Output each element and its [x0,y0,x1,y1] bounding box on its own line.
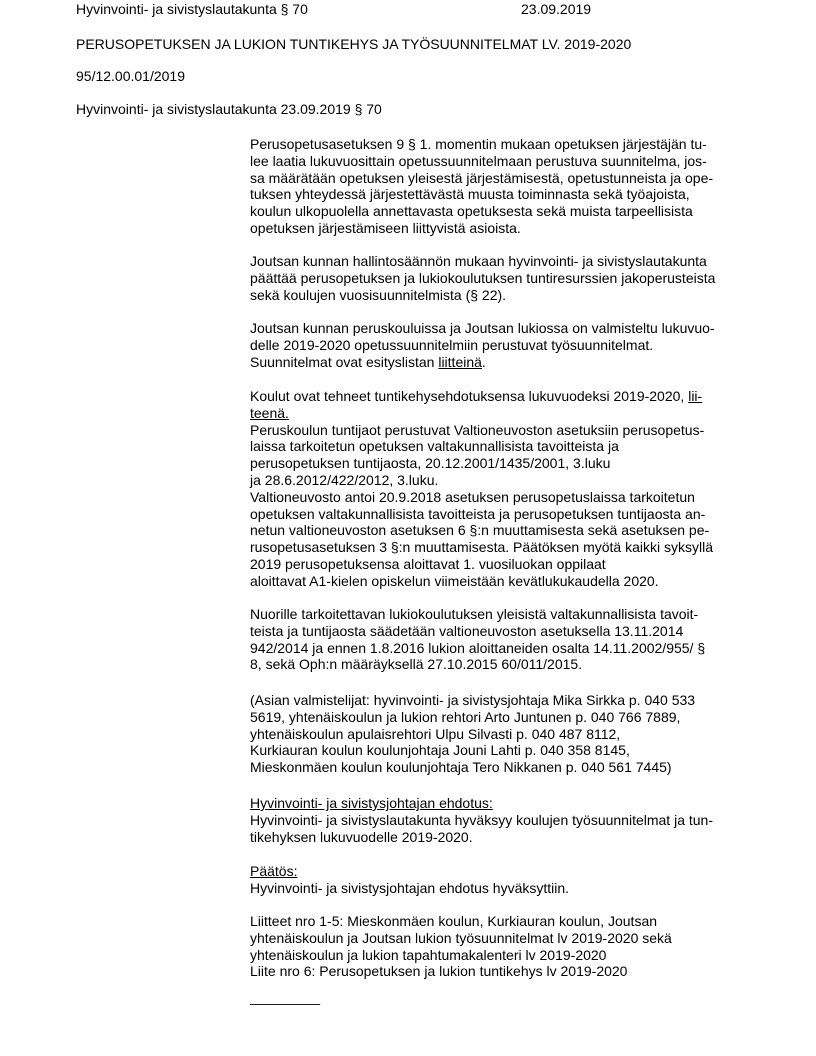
text-line [250,405,750,422]
text-line: 2019 perusopetuksensa aloittavat 1. vuosiluokan oppilaat [250,555,606,572]
decision-heading: Päätös: [250,863,298,879]
paragraph-work-plans [250,320,750,370]
text-line: Hyvinvointi- ja sivistysjohtajan ehdotus hyväksyttiin. [250,879,570,896]
meeting-reference: Hyvinvointi- ja sivistyslautakunta 23.09.2019 § 70 [76,101,382,117]
header-board-section: Hyvinvointi- ja sivistyslautakunta § 70 [76,1,308,17]
proposal-heading: Hyvinvointi- ja sivistysjohtajan ehdotus: [250,795,493,811]
text-segment: . [481,353,486,370]
text-line: perusopetuksen tuntijaosta, 20.12.2001/1435/2001, 3.luku [250,455,611,472]
text-line: yhtenäiskoulun apulaisrehtori Ulpu Silvasti p. 040 487 8112, [250,725,621,742]
paragraph-preparers [250,692,750,776]
text-line: sekä koulujen vuosisuunnitelmista (§ 22). [250,286,507,303]
text-segment: Suunnitelmat ovat esityslistan [250,353,439,370]
text-line: delle 2019-2020 opetussuunnitelmiin perustuvat työsuunnitelmat. [250,336,654,353]
text-line: teista ja tuntijaosta säädetään valtioneuvoston asetuksella 13.11.2014 [250,622,684,639]
text-line: Nuorille tarkoitettavan lukiokoulutuksen yleisistä valtakunnallisista tavoit- [250,606,699,622]
text-line: sa määrätään opetuksen yleisestä järjestämisestä, opetustunneista ja ope- [250,169,714,186]
text-line: Perusopetusasetuksen 9 § 1. momentin mukaan opetuksen järjestäjän tu- [250,136,707,152]
text-line: Peruskoulun tuntijaot perustuvat Valtioneuvoston asetuksiin perusopetus- [250,421,705,438]
text-line: tuksen yhteydessä järjestettävästä muusta toiminnasta sekä työajoista, [250,186,690,203]
text-line [250,388,750,405]
text-line: yhtenäiskoulun ja lukion tapahtumakalenteri lv 2019-2020 [250,946,607,963]
text-line: Kurkiauran koulun koulunjohtaja Jouni Lahti p. 040 358 8145, [250,742,630,759]
text-line: Joutsan kunnan peruskouluissa ja Joutsan lukiossa on valmisteltu lukuvuo- [250,320,715,336]
text-segment: Koulut ovat tehneet tuntikehysehdotuksensa lukuvuodeksi 2019-2020, [250,388,689,404]
text-line: rusopetusasetuksen 3 §:n muuttamisesta. Päätöksen myötä kaikki syksyllä [250,539,713,556]
text-line: Liite nro 6: Perusopetuksen ja lukion tuntikehys lv 2019-2020 [250,963,628,980]
paragraph-attachments [250,913,750,980]
text-line: opetuksen valtakunnallisista tavoitteista ja perusopetuksen tuntijaosta an- [250,505,706,522]
attachments-link[interactable]: liitteinä [438,353,482,370]
record-number: 95/12.00.01/2019 [76,68,185,84]
text-line: Hyvinvointi- ja sivistyslautakunta hyväksyy koulujen työsuunnitelmat ja tun- [250,811,713,828]
text-line: päättää perusopetuksen ja lukiokoulutuksen tuntiresurssien jakoperusteista [250,269,716,286]
text-line: opetuksen järjestämiseen liittyvistä asioista. [250,219,521,236]
text-line: (Asian valmistelijat: hyvinvointi- ja sivistysjohtaja Mika Sirkka p. 040 533 [250,692,696,708]
text-line: laissa tarkoitetun opetuksen valtakunnallisista tavoitteista ja [250,438,619,455]
text-line: Mieskonmäen koulun koulunjohtaja Tero Nikkanen p. 040 561 7445) [250,759,672,776]
paragraph-legal-basis [250,136,750,237]
text-line: ja 28.6.2012/422/2012, 3.luku. [250,471,439,488]
text-line: 5619, yhtenäiskoulun ja lukion rehtori Arto Juntunen p. 040 766 7889, [250,708,681,725]
paragraph-lesson-frames [250,388,750,590]
text-line: 8, sekä Oph:n määräyksellä 27.10.2015 60/011/2015. [250,656,583,673]
paragraph-decision [250,863,750,897]
attachment-link-start[interactable]: lii- [688,388,703,404]
text-line [250,354,750,371]
end-line: _________ [250,989,321,1005]
text-line: koulun ulkopuolella annettavasta opetuksesta sekä muista tarpeellisista [250,203,693,220]
text-line: yhtenäiskoulun ja Joutsan lukion työsuunnitelmat lv 2019-2020 sekä [250,929,672,946]
text-line: 942/2014 ja ennen 1.8.2016 lukion aloittaneiden osalta 14.11.2002/955/ § [250,639,706,656]
paragraph-proposal [250,795,750,845]
document-title: PERUSOPETUKSEN JA LUKION TUNTIKEHYS JA TYÖSUUNNITELMAT LV. 2019-2020 [76,36,632,52]
paragraph-administrative-rule [250,253,750,303]
text-line: netun valtioneuvoston asetuksen 6 §:n muuttamisesta sekä asetuksen pe- [250,522,710,539]
paragraph-upper-secondary [250,606,750,673]
text-line: tikehyksen lukuvuodelle 2019-2020. [250,828,473,845]
header-date: 23.09.2019 [521,1,592,17]
text-line: lee laatia lukuvuosittain opetussuunnitelmaan perustuva suunnitelma, jos- [250,152,707,169]
text-line: Liitteet nro 1-5: Mieskonmäen koulun, Kurkiauran koulun, Joutsan [250,913,658,929]
attachment-link-end[interactable]: teenä. [250,404,289,421]
text-line: aloittavat A1-kielen opiskelun viimeistään kevätlukukaudella 2020. [250,572,659,589]
text-line: Joutsan kunnan hallintosäännön mukaan hyvinvointi- ja sivistyslautakunta [250,253,707,269]
text-line: Valtioneuvosto antoi 20.9.2018 asetuksen perusopetuslaissa tarkoitetun [250,488,695,505]
